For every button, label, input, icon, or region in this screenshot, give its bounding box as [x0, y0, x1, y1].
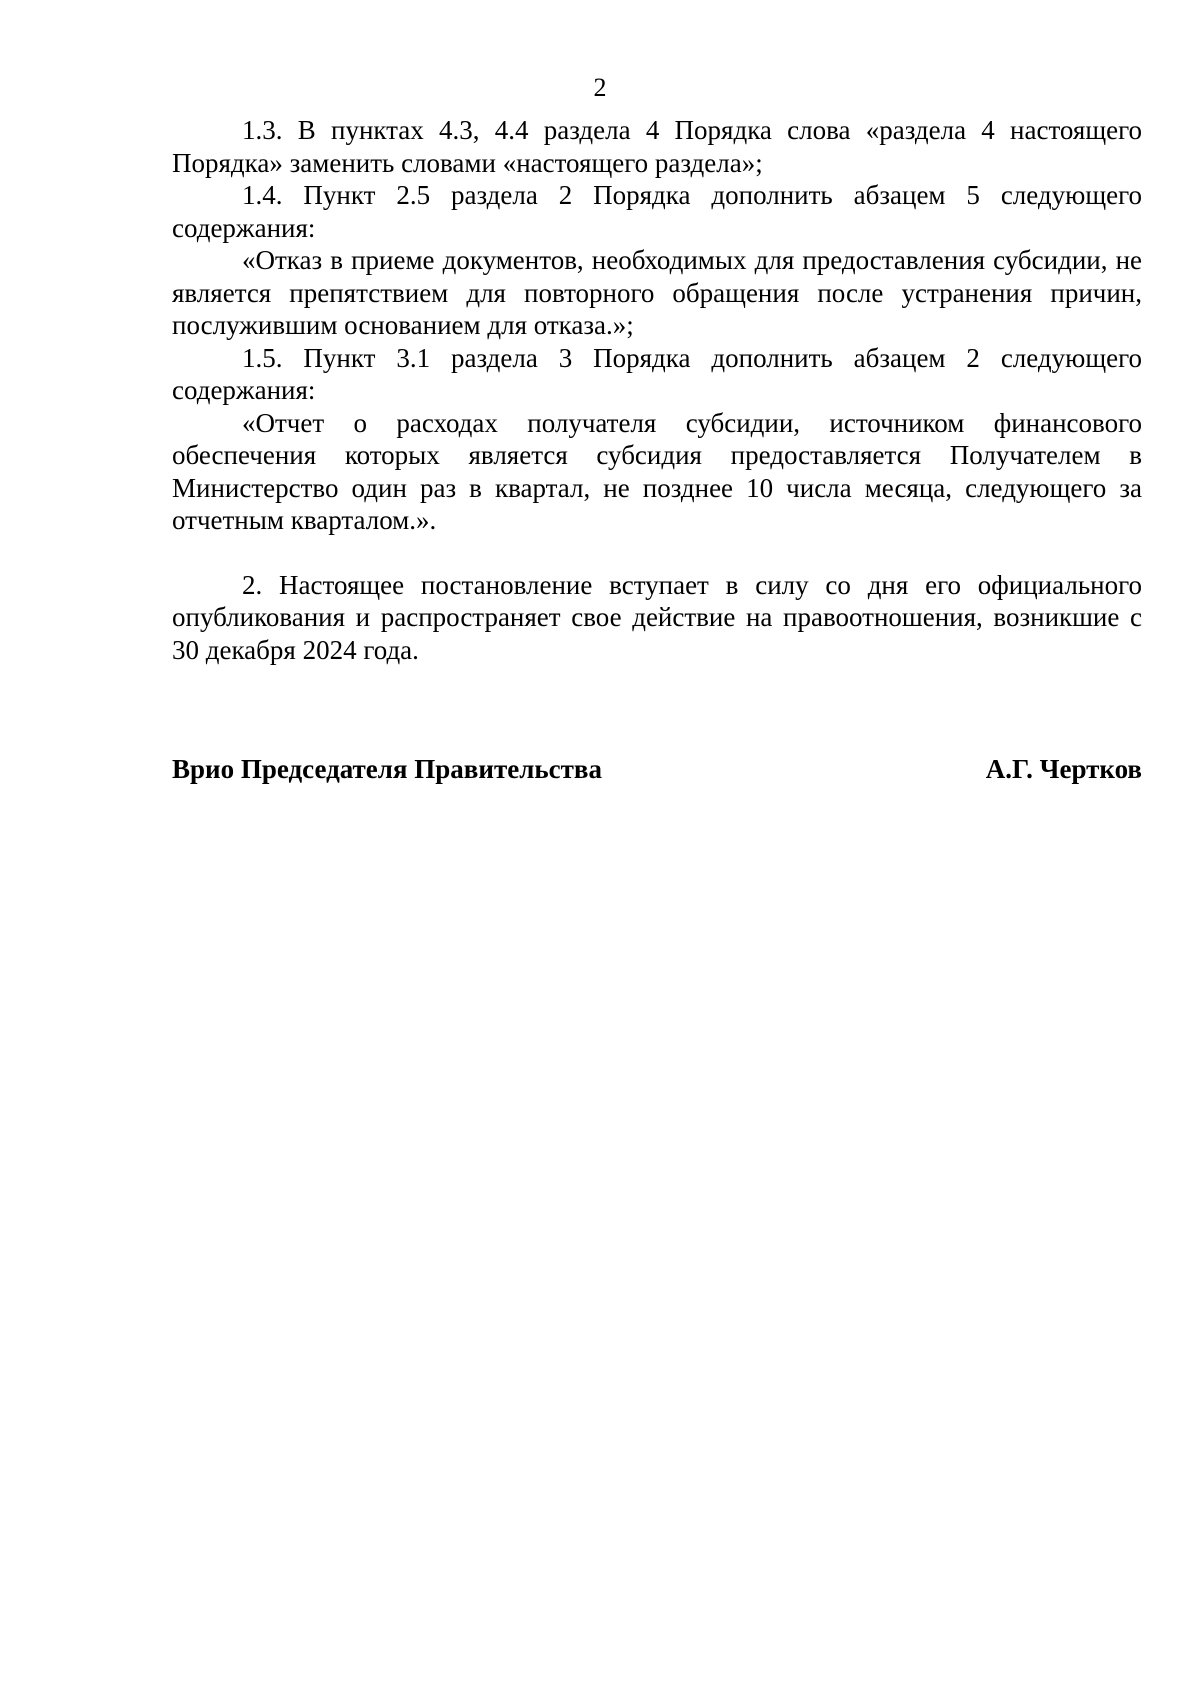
page-number: 2	[593, 73, 607, 102]
signature-position: Врио Председателя Правительства	[172, 754, 602, 784]
signature-block	[172, 752, 1142, 786]
paragraph-2: 2. Настоящее постановление вступает в силу со дня его официального опубликования и распространяет свое действие на правоотношения, возникшие с 30 декабря 2024 года.	[172, 569, 1142, 665]
signature-name: А.Г. Чертков	[985, 754, 1142, 784]
paragraph-1-4: 1.4. Пункт 2.5 раздела 2 Порядка дополнить абзацем 5 следующего содержания:	[172, 180, 1142, 243]
paragraph-1-3: 1.3. В пунктах 4.3, 4.4 раздела 4 Порядка слова «раздела 4 настоящего Порядка» заменить словами «настоящего раздела»;	[172, 115, 1142, 178]
paragraph-1-5-quote: «Отчет о расходах получателя субсидии, источником финансового обеспечения которых является субсидия предоставляется Получателем в Министерство один раз в квартал, не позднее 10 числа месяца, следующего за отчетным кварталом.».	[172, 407, 1142, 535]
paragraph-1-4-quote: «Отказ в приеме документов, необходимых для предоставления субсидии, не является препятствием для повторного обращения после устранения причин, послужившим основанием для отказа.»;	[172, 245, 1142, 340]
paragraph-1-5: 1.5. Пункт 3.1 раздела 3 Порядка дополнить абзацем 2 следующего содержания:	[172, 342, 1142, 405]
document-body	[172, 114, 1142, 666]
